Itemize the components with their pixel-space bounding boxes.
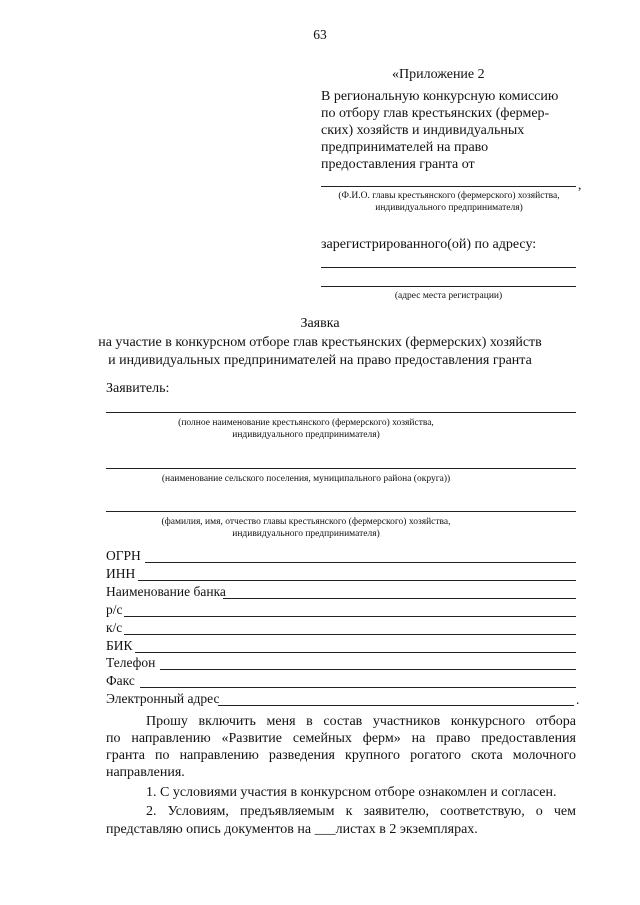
settlement-line[interactable] [106, 468, 576, 469]
email-period: . [576, 692, 580, 707]
addressee-line: ских) хозяйств и индивидуальных [321, 123, 525, 138]
addressee-block [321, 88, 581, 173]
rs-label: р/с [106, 602, 123, 617]
request-line: по направлению «Развитие семейных ферм» на право предоставления [106, 731, 576, 746]
appendix-title: «Приложение 2 [392, 67, 485, 82]
bik-label: БИК [106, 638, 133, 653]
request-line: гранта по направлению разведения крупного рогатого скота молочного [106, 748, 576, 763]
request-line: Прошу включить меня в состав участников конкурсного отбора [146, 714, 576, 729]
item-2-line-1: 2. Условиям, предъявляемым к заявителю, соответствую, о чем [146, 804, 576, 819]
fio-line[interactable] [321, 186, 576, 187]
applicant-label: Заявитель: [106, 381, 170, 396]
ks-label: к/с [106, 620, 123, 635]
phone-label: Телефон [106, 655, 156, 670]
settlement-caption: (наименование сельского поселения, муниципального района (округа)) [161, 474, 451, 484]
caption-line: индивидуального предпринимателя) [232, 430, 380, 440]
phone-field[interactable] [160, 669, 576, 670]
ogrn-field[interactable] [145, 562, 576, 563]
addressee-line: по отбору глав крестьянских (фермер- [321, 106, 550, 121]
application-title: Заявка [300, 316, 340, 331]
address-line-1[interactable] [321, 267, 576, 268]
email-label: Электронный адрес [106, 691, 220, 706]
addressee-line: предпринимателей на право [321, 140, 489, 155]
email-field[interactable] [218, 705, 574, 706]
item-2-line-2: представляю опись документов на ___листах в 2 экземплярах. [106, 822, 478, 837]
applicant-name-line[interactable] [106, 412, 576, 413]
head-name-caption [106, 516, 506, 540]
fio-comma: , [578, 177, 582, 192]
bank-label: Наименование банка [106, 584, 226, 599]
caption-line: индивидуального предпринимателя) [232, 529, 380, 539]
request-paragraph [106, 713, 576, 781]
application-subtitle-2: и индивидуальных предпринимателей на право предоставления гранта [108, 353, 532, 368]
address-caption: (адрес места регистрации) [394, 291, 503, 301]
bik-field[interactable] [135, 652, 576, 653]
fax-field[interactable] [140, 687, 576, 688]
addressee-line: предоставления гранта от [321, 157, 475, 172]
address-line-2[interactable] [321, 286, 576, 287]
addressee-line: В региональную конкурсную комиссию [321, 89, 559, 104]
inn-field[interactable] [138, 580, 576, 581]
head-name-line[interactable] [106, 511, 576, 512]
application-subtitle-1: на участие в конкурсном отборе глав крестьянских (фермерских) хозяйств [98, 335, 542, 350]
caption-line: (полное наименование крестьянского (фермерского) хозяйства, [178, 418, 434, 428]
request-line: направления. [106, 765, 185, 780]
page-number: 63 [313, 27, 327, 42]
fio-caption-line: индивидуального предпринимателя) [375, 203, 523, 213]
item-1: 1. С условиями участия в конкурсном отборе ознакомлен и согласен. [146, 785, 557, 800]
inn-label: ИНН [106, 566, 136, 581]
bank-field[interactable] [223, 598, 576, 599]
fio-caption [318, 190, 580, 214]
registered-label: зарегистрированного(ой) по адресу: [321, 237, 537, 252]
fio-caption-line: (Ф.И.О. главы крестьянского (фермерского) хозяйства, [338, 191, 560, 201]
caption-line: (фамилия, имя, отчество главы крестьянского (фермерского) хозяйства, [161, 517, 451, 527]
ogrn-label: ОГРН [106, 548, 141, 563]
rs-field[interactable] [124, 616, 576, 617]
ks-field[interactable] [124, 634, 576, 635]
applicant-name-caption [106, 417, 506, 441]
fax-label: Факс [106, 673, 135, 688]
